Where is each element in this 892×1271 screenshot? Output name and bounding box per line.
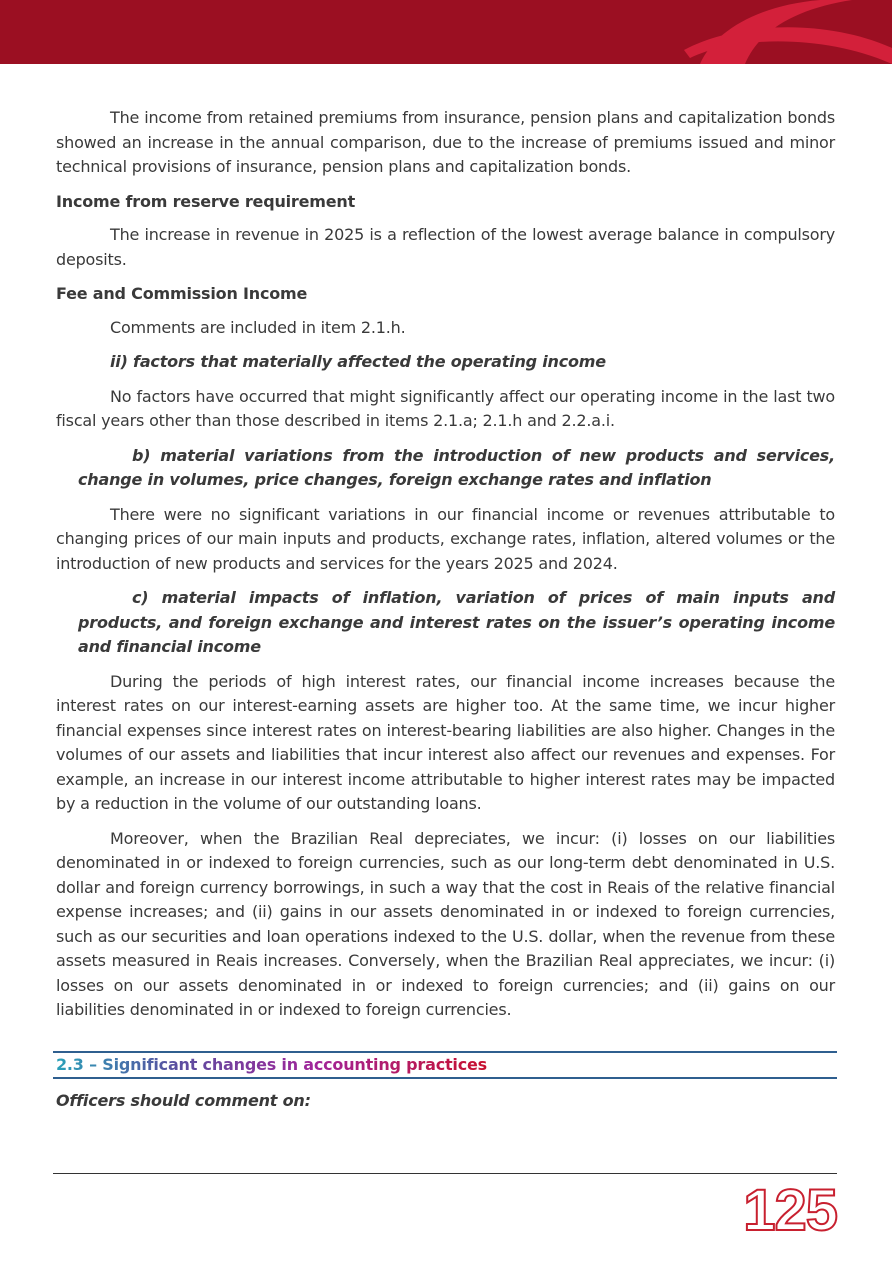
section-heading-bar bbox=[53, 1051, 837, 1079]
heading-item-c: c) material impacts of inflation, variation of prices of main inputs and products, and foreign exchange and interest rates on the issuer’s operating income and financial income bbox=[78, 588, 835, 656]
section-title: 2.3 – Significant changes in accounting practices bbox=[56, 1055, 487, 1074]
paragraph-brazilian-real: Moreover, when the Brazilian Real depreciates, we incur: (i) losses on our liabilities denominated in or indexed to foreign currencies, such as our long-term debt denominated in U.S. dollar and foreign currency borrowings, in such a way that the cost in Reais of the relative financial expense increases; and (ii) gains in our assets denominated in or indexed to foreign currencies, such as our securities and loan operations indexed to the U.S. dollar, when the revenue from these assets measured in Reais increases. Conversely, when the Brazilian Real appreciates, we incur: (i) losses on our assets denominated in or indexed to foreign currencies; and (ii) gains on our liabilities denominated in or indexed to foreign currencies. bbox=[56, 828, 835, 1019]
paragraph-factors: No factors have occurred that might significantly affect our operating income in the last two fiscal years other than those described in items 2.1.a; 2.1.h and 2.2.a.i. bbox=[56, 386, 835, 430]
heading-item-b: b) material variations from the introduction of new products and services, change in volumes, price changes, foreign exchange rates and inflation bbox=[78, 445, 835, 489]
paragraph-interest-rates: During the periods of high interest rates, our financial income increases because the interest rates on our interest-earning assets are higher too. At the same time, we incur higher financial expenses since interest rates on interest-bearing liabilities are also higher. Changes in the volumes of our assets and liabilities that incur interest also affect our revenues and expenses. For example, an increase in our interest income attributable to higher interest rates may be impacted by a reduction in the volume of our outstanding loans. bbox=[56, 671, 835, 813]
page-number: 125 bbox=[743, 1178, 837, 1243]
footer-divider bbox=[53, 1173, 837, 1174]
document-body bbox=[56, 106, 835, 1023]
paragraph-fee-commission: Comments are included in item 2.1.h. bbox=[110, 317, 406, 337]
paragraph-variations: There were no significant variations in our financial income or revenues attributable to changing prices of our main inputs and products, exchange rates, inflation, altered volumes or the introduction of new products and services for the years 2025 and 2024. bbox=[56, 504, 835, 573]
heading-reserve-requirement: Income from reserve requirement bbox=[56, 191, 356, 211]
header-band bbox=[0, 0, 892, 64]
heading-factors-operating-income: ii) factors that materially affected the operating income bbox=[110, 352, 606, 371]
heading-fee-commission: Fee and Commission Income bbox=[56, 284, 308, 303]
paragraph-retained-premiums: The income from retained premiums from insurance, pension plans and capitalization bonds showed an increase in the annual comparison, due to the increase of premiums issued and minor technical provisions of insurance, pension plans and capitalization bonds. bbox=[56, 108, 835, 176]
officers-note: Officers should comment on: bbox=[56, 1091, 311, 1110]
header-swoosh-graphic bbox=[0, 0, 892, 64]
paragraph-reserve-requirement: The increase in revenue in 2025 is a reflection of the lowest average balance in compulsory deposits. bbox=[56, 225, 835, 269]
